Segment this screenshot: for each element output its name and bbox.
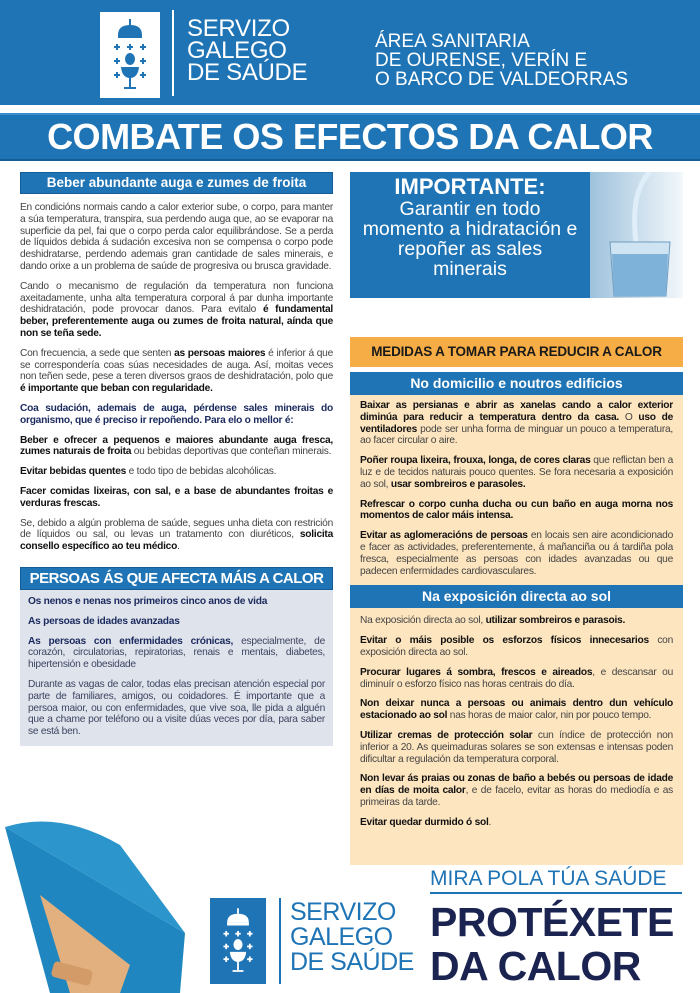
text: Con frecuencia, a sede que senten [20,347,175,359]
paragraph [20,403,333,427]
footer-brand-name [290,900,414,975]
bold-text: é importante que beban con regularidade. [20,383,213,395]
text: , e descansar ou diminuír o esforzo físico nas horas centrais do día. [360,666,673,690]
subheading-home: No domicilio e noutros edificios [350,372,683,395]
paragraph [360,400,673,447]
bold-text: usar sombreiros e parasoles. [390,478,526,490]
important-box [350,172,683,298]
bold-text: Baixar as persianas e abrir as xanelas cando a calor exterior diminúa para reducir a temperatura dentro da casa. [360,400,673,423]
slogan [430,900,674,988]
bold-text: As persoas de idades avanzadas [28,615,180,627]
text: Se, debido a algún problema de saúde, segues unha dieta con restrición de líquidos ou sal, ou levas un tratamento con diuréticos, [20,517,333,541]
bold-text: Coa sudación, ademais de auga, pérdense sales minerais do organismo, que é preciso ir repoñendo. Para elo o mellor é: [20,402,333,426]
important-content [350,172,590,281]
bold-text: solicita consello específico ao teu médico [20,529,333,553]
text: que reflictan ben a luz e de tecidos naturais pouco quentes. Se fora necesaria a exposición ao sol, [360,455,674,490]
bold-text: Utilizar cremas de protección solar [360,729,533,741]
measures-heading: MEDIDAS A TOMAR PARA REDUCIR A CALOR [350,337,683,367]
paragraph [28,679,325,738]
paragraph [20,518,333,553]
bold-text: Facer comidas lixeiras, con sal, e a base de abundantes froitas e verduras frescas. [20,485,333,509]
paragraph [360,499,673,523]
paragraph [20,435,333,459]
paragraph [360,698,673,722]
bold-text: Non levar ás praias ou zonas de baño a bebés ou persoas de idade en días de moita calor [360,773,673,797]
text: . [488,816,492,828]
text: pode ser unha forma de minguar un pouco a temperatura, ao facer circular o aire. [360,423,673,447]
slogan-line: PROTÉXETE [430,899,674,945]
right-column [350,337,683,865]
bold-text: Os nenos e nenas nos primeiros cinco anos de vida [28,595,268,607]
section-heading-vulnerable: PERSOAS ÁS QUE AFECTA MÁIS A CALOR [20,567,333,590]
paragraph [20,486,333,510]
brand-line: SERVIZO [290,898,396,926]
measures-box [350,372,683,865]
paragraph [28,596,325,608]
area-line: ÁREA SANITARIA [375,31,530,52]
bold-text: as persoas maiores [174,347,266,359]
bold-text: uso de ventiladores [360,411,673,435]
bold-text: As persoas con enfermidades crónicas, [28,635,234,647]
health-area [375,32,628,89]
tagline: MIRA POLA TÚA SAÚDE [430,868,682,894]
footer-logo [210,898,266,984]
text: O [618,411,639,423]
brand-line: GALEGO [187,37,287,64]
text: En condicións normais cando a calor exterior sube, o corpo, para manter a súa temperatura, transpira, sua perdendo auga que, ao se evaporar na superficie da pel, fai que o corpo perda calor equilibrándose. Se a perda de líquidos debida á sudación excesiva non se compensa o corpo pode deshidratarse, perdendo ademais gran cantidade de sales minerais, e dando orixe a un problema de saúde de progresiva ou brusca gravidade. [20,202,333,272]
paragraph [20,348,333,395]
paragraph [20,281,333,340]
brand-line: GALEGO [290,923,393,951]
text: e todo tipo de bebidas alcohólicas. [126,466,277,478]
text: nas horas de maior calor, nin por pouco tempo. [447,710,652,722]
vulnerable-people-box [20,567,333,746]
area-line: DE OURENSE, VERÍN E [375,50,588,71]
bold-text: Non deixar nunca a persoas ou animais dentro dun vehículo estacionado ao sol [360,698,673,722]
bold-text: Evitar bebidas quentes [20,466,127,478]
bold-text: Refrescar o corpo cunha ducha ou cun baño en auga morna nos momentos de calor máis intensa. [360,498,673,522]
brand-name [187,15,308,86]
paragraph [360,667,673,691]
bold-text: Evitar as aglomeracións de persoas [360,530,528,542]
paragraph [360,615,673,627]
section-heading-hydration: Beber abundante auga e zumes de froita [20,172,333,194]
text: especialmente, de corazón, circulatorias, repiratorias, renais e mentais, diabetes, hipertensión e obesidade [28,635,325,671]
brand-line: SERVIZO [187,15,290,42]
text: en locais sen aire acondicionado e facer as actividades, preferentemente, á mañanciña ou á tardiña pola fresca, especialmente as persoas con idades avanzadas ou que padecen enfermidades cardiovasculares. [360,530,673,577]
left-column [20,172,333,746]
bold-text: é fundamental beber, preferentemente auga ou zumes de froita natural, aínda que non se teña sede. [20,304,333,339]
text: . [177,541,180,553]
area-line: O BARCO DE VALDEORRAS [375,69,629,90]
paragraph [360,773,673,808]
bold-text: Evitar o máis posible os esforzos físicos innecesarios [360,635,649,647]
text: ou bebidas deportivas que conteñan minerais. [131,446,332,458]
home-measures-text [350,395,683,585]
text: Cando o mecanismo de regulación da temperatura non funciona axeitadamente, unha alta temperatura corporal á par dunha importante deshidratación, pode provocar danos. Para evitalo [20,280,333,316]
vulnerable-text [20,590,333,738]
text: con exposición directa ao sol. [360,635,673,658]
divider [172,10,174,96]
sun-measures-text [350,608,683,828]
hand-fan-image [0,815,200,993]
water-glass-image [590,172,683,298]
important-heading: IMPORTANTE: [394,174,546,199]
page-title: COMBATE OS EFECTOS DA CALOR [0,113,700,161]
divider [279,898,281,984]
hydration-text [20,202,333,553]
paragraph [28,636,325,671]
paragraph [20,466,333,478]
subheading-sun: Na exposición directa ao sol [350,585,683,608]
paragraph [360,455,673,490]
brand-line: DE SAÚDE [290,948,414,976]
brand-line: DE SAÚDE [187,59,308,86]
bold-text: Beber e ofrecer a pequenos e maiores abundante auga fresca, zumes naturais de froita [20,434,333,458]
paragraph [360,817,673,829]
paragraph [360,635,673,659]
text: é inferior á que se correspondería coas súas necesidades de auga. Así, moitas veces non teñen sede, pese a teren diversos graos de deshidratación, polo que [20,347,333,383]
important-text: Garantir en todo momento a hidratación e repoñer as sales minerais [362,198,578,280]
text: , e de facelo, evitar as horas do mediodía e as primeiras da tarde. [360,785,674,808]
text: Durante as vagas de calor, todas elas precisan atención especial por parte de familiares, amigos, ou coidadores. É importante que a persoa maior, ou con enfermidades, que vive soa, lle pida a alguén que a chame por teléfono ou a visite dúas veces por día, para saber se está ben. [28,678,325,738]
paragraph [28,616,325,628]
slogan-line: DA CALOR [430,943,641,989]
coat-of-arms-icon [218,906,258,976]
text: cun índice de protección non inferior a 20. As queimaduras solares se son extensas e intensas poden dificultar a regulación da temperatura corporal. [360,729,673,765]
paragraph [360,530,673,577]
text: Na exposición directa ao sol, [360,615,486,627]
bold-text: Poñer roupa lixeira, frouxa, longa, de cores claras [360,455,591,467]
bold-text: utilizar sombreiros e parasois. [485,615,626,627]
coat-of-arms-icon [108,17,152,93]
bold-text: Evitar quedar durmido ó sol [360,816,489,828]
paragraph [20,202,333,273]
paragraph [360,730,673,765]
sergas-logo [100,12,160,98]
bold-text: Procurar lugares á sombra, frescos e aireados [360,666,593,678]
